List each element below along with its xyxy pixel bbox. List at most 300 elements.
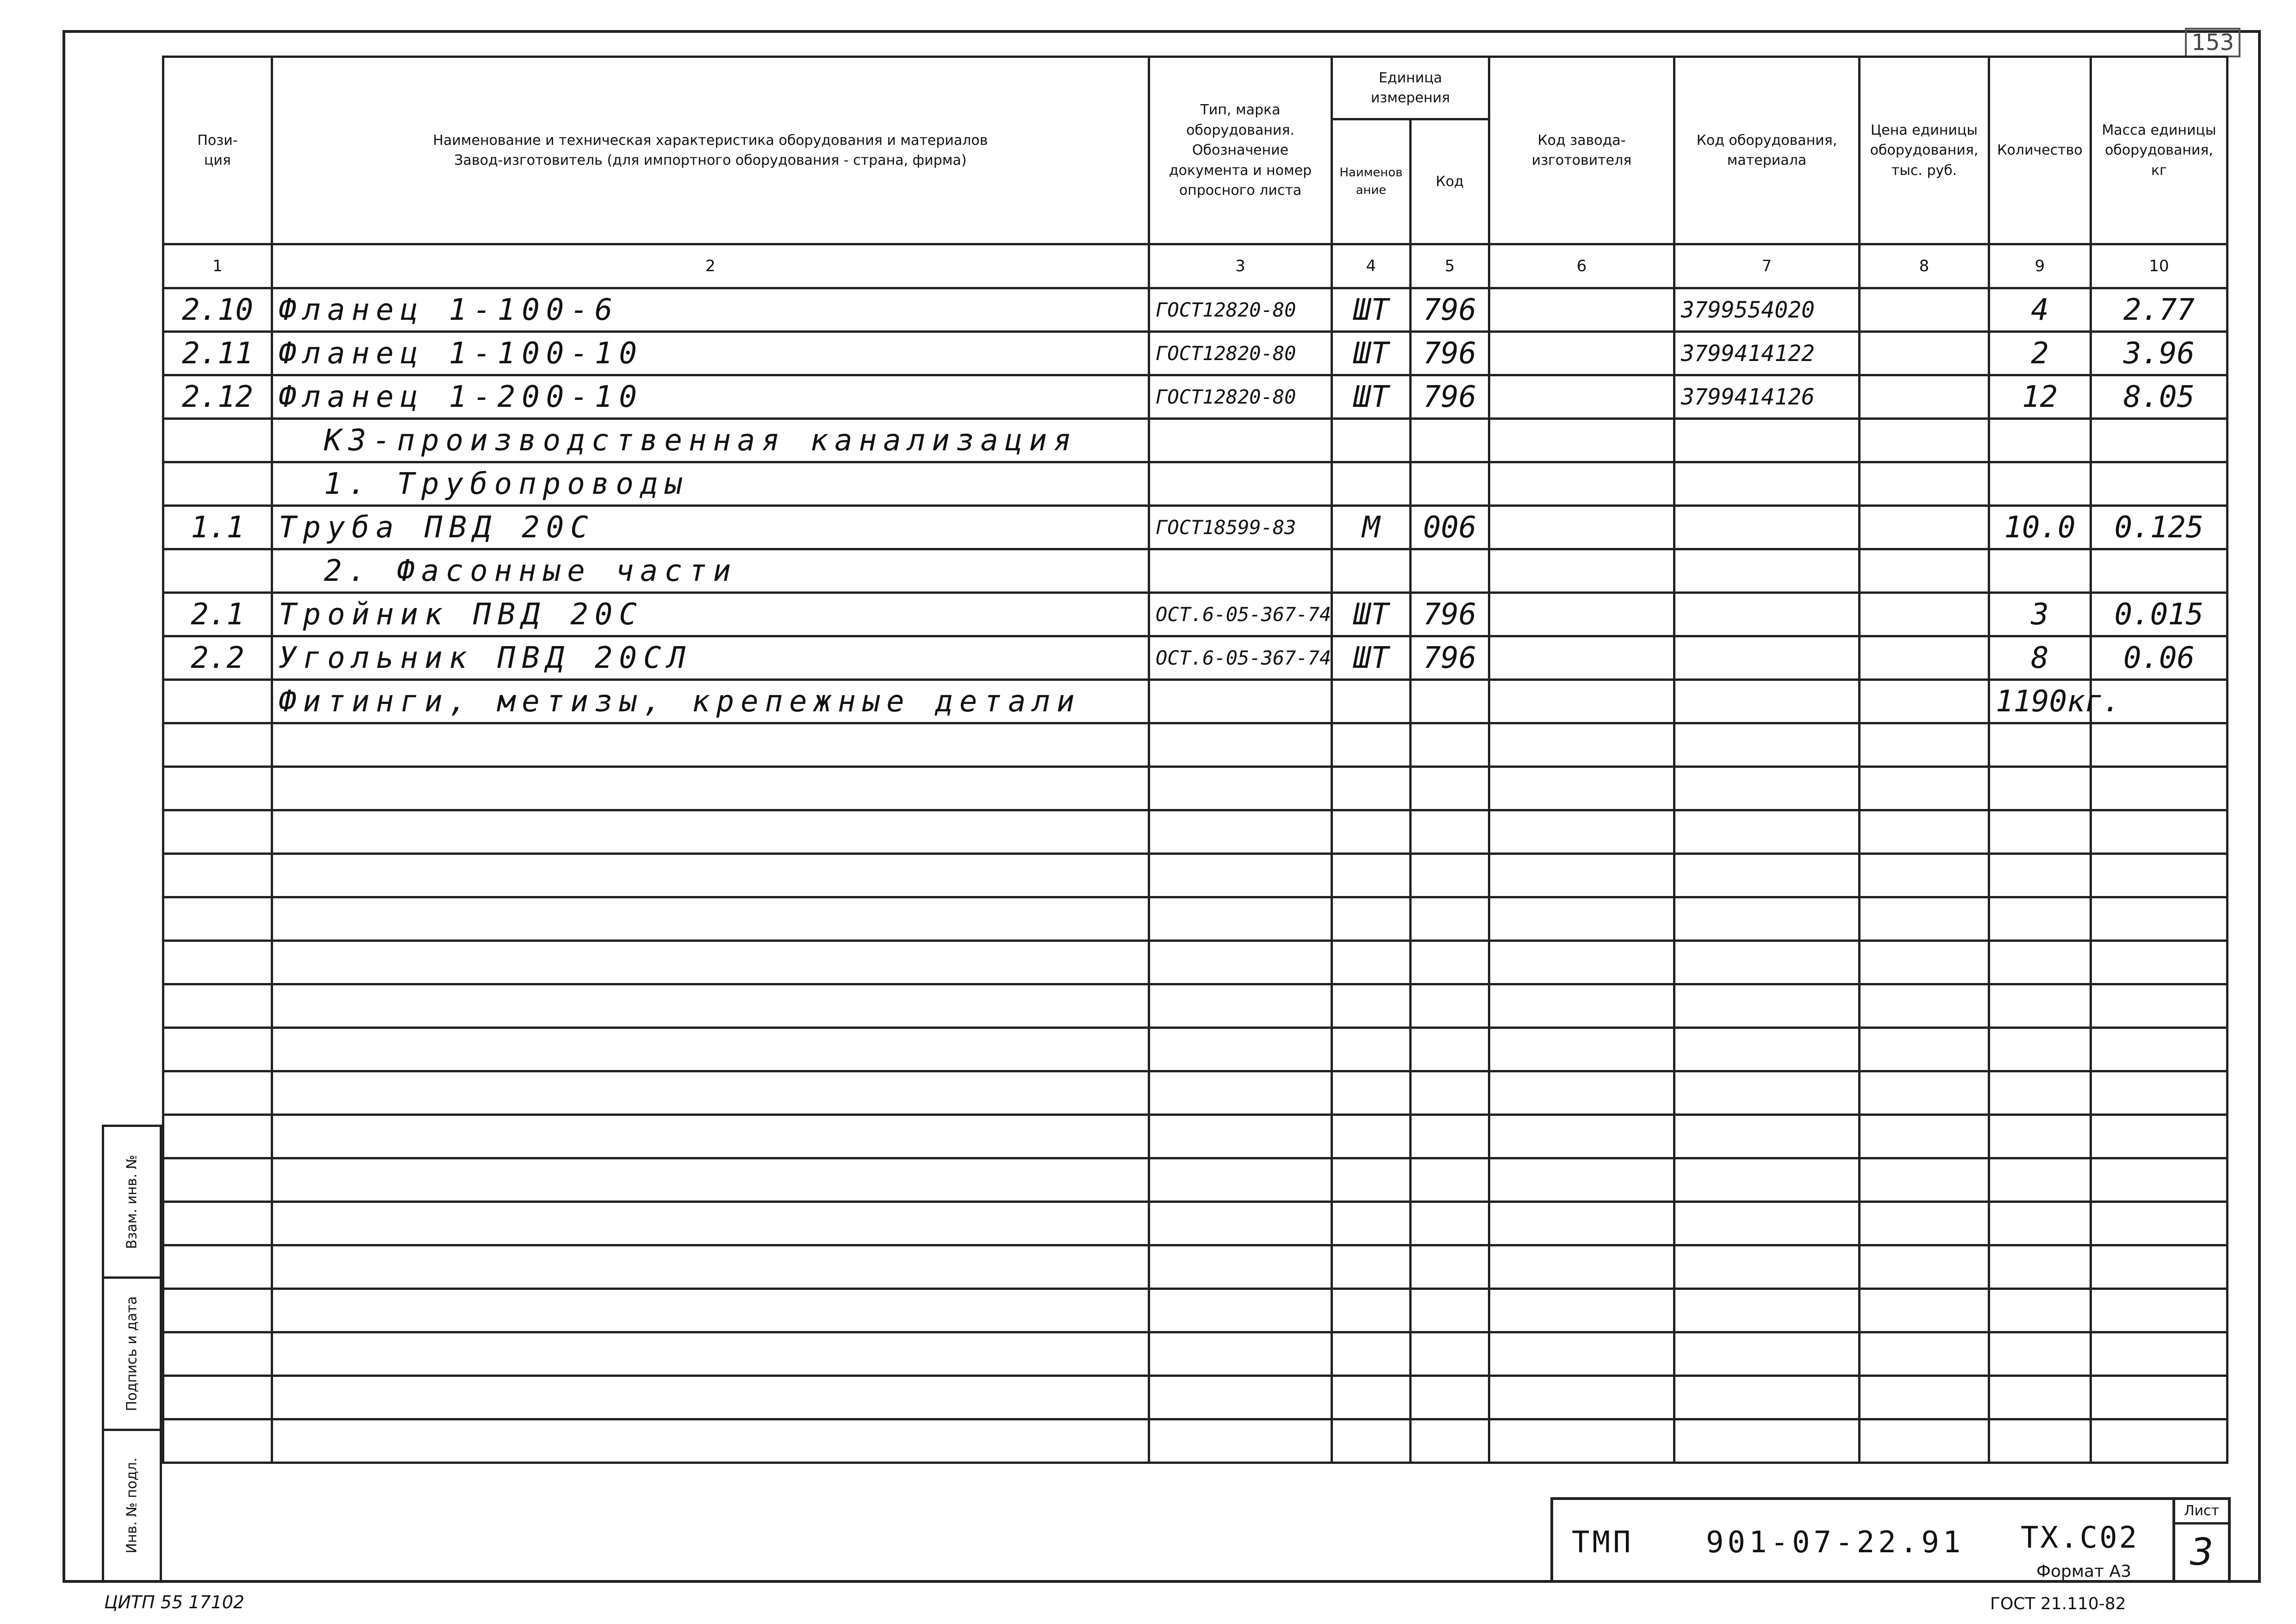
cell-maker — [1489, 1028, 1674, 1071]
cell-code — [1411, 1419, 1489, 1463]
cell-price — [1860, 1115, 1989, 1158]
cell-price — [1860, 1419, 1989, 1463]
cell-equip — [1674, 1028, 1860, 1071]
cell-mass — [2091, 1289, 2228, 1332]
cell-maker — [1489, 636, 1674, 680]
cell-qty: 1190кг. — [1989, 680, 2091, 723]
cell-price — [1860, 1202, 1989, 1245]
column-number: 3 — [1149, 244, 1332, 288]
table-row — [163, 549, 2228, 593]
cell-name: Фланец 1-100-6 — [272, 288, 1149, 332]
cell-name — [272, 1202, 1149, 1245]
cell-qty: 3 — [1989, 593, 2091, 636]
cell-equip — [1674, 810, 1860, 854]
footer-gost: ГОСТ 21.110-82 — [1990, 1594, 2126, 1613]
cell-equip — [1674, 1158, 1860, 1202]
cell-type — [1149, 1245, 1332, 1289]
cell-unit — [1332, 1071, 1411, 1115]
cell-name: Угольник ПВД 20СЛ — [272, 636, 1149, 680]
cell-type — [1149, 1028, 1332, 1071]
title-code: ТМП — [1572, 1525, 1634, 1560]
cell-mass — [2091, 462, 2228, 506]
cell-type — [1149, 1289, 1332, 1332]
cell-price — [1860, 854, 1989, 897]
cell-qty — [1989, 897, 2091, 941]
cell-type — [1149, 810, 1332, 854]
cell-mass — [2091, 854, 2228, 897]
cell-mass: 0.06 — [2091, 636, 2228, 680]
cell-unit — [1332, 1028, 1411, 1071]
cell-mass — [2091, 1115, 2228, 1158]
cell-mass — [2091, 767, 2228, 810]
cell-equip — [1674, 462, 1860, 506]
column-number: 5 — [1411, 244, 1489, 288]
cell-pos: 2.10 — [163, 288, 272, 332]
header-unit-name: Наименование — [1332, 119, 1411, 244]
cell-pos — [163, 941, 272, 984]
cell-code — [1411, 1289, 1489, 1332]
cell-name — [272, 1028, 1149, 1071]
cell-equip — [1674, 897, 1860, 941]
cell-code — [1411, 897, 1489, 941]
cell-type — [1149, 1071, 1332, 1115]
cell-name — [272, 897, 1149, 941]
cell-unit — [1332, 549, 1411, 593]
specification-table — [162, 56, 2228, 1464]
cell-code: 796 — [1411, 332, 1489, 375]
cell-maker — [1489, 462, 1674, 506]
cell-maker — [1489, 767, 1674, 810]
cell-maker — [1489, 375, 1674, 419]
header-type: Тип, марка оборудования. Обозначение документа и номер опросного листа — [1149, 57, 1332, 244]
cell-code: 006 — [1411, 506, 1489, 549]
cell-type — [1149, 680, 1332, 723]
cell-price — [1860, 1071, 1989, 1115]
table-row — [163, 419, 2228, 462]
cell-equip — [1674, 506, 1860, 549]
cell-name — [272, 1245, 1149, 1289]
title-sheet-code: ТХ.С02 — [2021, 1521, 2139, 1555]
cell-mass: 0.015 — [2091, 593, 2228, 636]
title-document-number: 901-07-22.91 — [1706, 1525, 1965, 1560]
cell-pos — [163, 1245, 272, 1289]
cell-price — [1860, 1158, 1989, 1202]
header-position: Пози- ция — [163, 57, 272, 244]
cell-code — [1411, 854, 1489, 897]
cell-unit — [1332, 854, 1411, 897]
cell-unit — [1332, 462, 1411, 506]
cell-type: ГОСТ12820-80 — [1149, 288, 1332, 332]
cell-pos — [163, 419, 272, 462]
cell-name: Труба ПВД 20С — [272, 506, 1149, 549]
cell-type — [1149, 984, 1332, 1028]
cell-mass — [2091, 1071, 2228, 1115]
cell-unit — [1332, 1419, 1411, 1463]
cell-pos: 2.12 — [163, 375, 272, 419]
empty-row — [163, 1289, 2228, 1332]
side-label-text: Взам. инв. № — [124, 1154, 140, 1249]
cell-qty: 8 — [1989, 636, 2091, 680]
cell-code — [1411, 1245, 1489, 1289]
empty-row — [163, 897, 2228, 941]
cell-qty — [1989, 1376, 2091, 1419]
cell-price — [1860, 984, 1989, 1028]
cell-qty — [1989, 419, 2091, 462]
cell-qty — [1989, 1028, 2091, 1071]
cell-mass — [2091, 897, 2228, 941]
cell-qty: 12 — [1989, 375, 2091, 419]
cell-equip — [1674, 549, 1860, 593]
cell-unit — [1332, 897, 1411, 941]
cell-code — [1411, 723, 1489, 767]
empty-row — [163, 1071, 2228, 1115]
cell-unit — [1332, 1158, 1411, 1202]
cell-equip — [1674, 1419, 1860, 1463]
cell-mass — [2091, 1419, 2228, 1463]
cell-qty: 10.0 — [1989, 506, 2091, 549]
cell-unit — [1332, 680, 1411, 723]
empty-row — [163, 1376, 2228, 1419]
cell-qty — [1989, 810, 2091, 854]
cell-unit: ШТ — [1332, 332, 1411, 375]
empty-row — [163, 984, 2228, 1028]
cell-maker — [1489, 549, 1674, 593]
cell-price — [1860, 1376, 1989, 1419]
cell-name — [272, 1115, 1149, 1158]
cell-type — [1149, 1158, 1332, 1202]
side-stamp-strip — [102, 1125, 162, 1583]
cell-qty — [1989, 1419, 2091, 1463]
cell-price — [1860, 1245, 1989, 1289]
cell-equip — [1674, 854, 1860, 897]
cell-mass: 0.125 — [2091, 506, 2228, 549]
cell-unit: ШТ — [1332, 375, 1411, 419]
table-body — [163, 288, 2228, 1463]
cell-maker — [1489, 1245, 1674, 1289]
cell-unit — [1332, 1289, 1411, 1332]
cell-name — [272, 1289, 1149, 1332]
cell-mass — [2091, 984, 2228, 1028]
cell-pos — [163, 549, 272, 593]
cell-equip — [1674, 1245, 1860, 1289]
table-row — [163, 506, 2228, 549]
header-equip-code: Код оборудования, материала — [1674, 57, 1860, 244]
cell-code — [1411, 549, 1489, 593]
cell-equip — [1674, 984, 1860, 1028]
cell-maker — [1489, 1289, 1674, 1332]
cell-pos — [163, 723, 272, 767]
cell-type: ГОСТ12820-80 — [1149, 332, 1332, 375]
cell-name — [272, 941, 1149, 984]
empty-row — [163, 723, 2228, 767]
side-label-signature-date — [104, 1279, 160, 1431]
cell-code — [1411, 680, 1489, 723]
cell-unit — [1332, 984, 1411, 1028]
cell-maker — [1489, 984, 1674, 1028]
cell-type — [1149, 1202, 1332, 1245]
cell-maker — [1489, 1158, 1674, 1202]
empty-row — [163, 1028, 2228, 1071]
cell-pos — [163, 1289, 272, 1332]
cell-qty: 4 — [1989, 288, 2091, 332]
header-unit-code: Код — [1411, 119, 1489, 244]
cell-pos — [163, 1071, 272, 1115]
cell-equip — [1674, 1332, 1860, 1376]
cell-equip — [1674, 680, 1860, 723]
cell-maker — [1489, 941, 1674, 984]
cell-code: 796 — [1411, 593, 1489, 636]
cell-code — [1411, 984, 1489, 1028]
cell-type — [1149, 854, 1332, 897]
cell-name: Тройник ПВД 20С — [272, 593, 1149, 636]
cell-type: ГОСТ18599-83 — [1149, 506, 1332, 549]
cell-code: 796 — [1411, 375, 1489, 419]
cell-unit — [1332, 1332, 1411, 1376]
cell-qty — [1989, 767, 2091, 810]
cell-maker — [1489, 810, 1674, 854]
cell-qty: 2 — [1989, 332, 2091, 375]
cell-mass — [2091, 419, 2228, 462]
empty-row — [163, 941, 2228, 984]
cell-pos — [163, 1332, 272, 1376]
cell-mass — [2091, 1202, 2228, 1245]
cell-type — [1149, 1115, 1332, 1158]
cell-unit: ШТ — [1332, 636, 1411, 680]
cell-code — [1411, 1332, 1489, 1376]
cell-code — [1411, 1202, 1489, 1245]
cell-mass — [2091, 1028, 2228, 1071]
table-row — [163, 680, 2228, 723]
cell-price — [1860, 941, 1989, 984]
cell-equip: 3799414126 — [1674, 375, 1860, 419]
cell-qty — [1989, 1115, 2091, 1158]
cell-maker — [1489, 854, 1674, 897]
cell-price — [1860, 680, 1989, 723]
cell-pos — [163, 1376, 272, 1419]
cell-equip — [1674, 1289, 1860, 1332]
cell-equip — [1674, 1115, 1860, 1158]
cell-maker — [1489, 723, 1674, 767]
cell-type — [1149, 723, 1332, 767]
cell-maker — [1489, 506, 1674, 549]
cell-type — [1149, 1376, 1332, 1419]
column-number: 7 — [1674, 244, 1860, 288]
cell-pos — [163, 810, 272, 854]
cell-equip — [1674, 767, 1860, 810]
cell-qty — [1989, 984, 2091, 1028]
cell-type — [1149, 1419, 1332, 1463]
empty-row — [163, 1419, 2228, 1463]
cell-mass — [2091, 1158, 2228, 1202]
cell-qty — [1989, 1071, 2091, 1115]
cell-pos: 1.1 — [163, 506, 272, 549]
cell-maker — [1489, 680, 1674, 723]
cell-price — [1860, 462, 1989, 506]
header-mass: Масса единицы оборудования, кг — [2091, 57, 2228, 244]
cell-code — [1411, 1158, 1489, 1202]
column-number: 6 — [1489, 244, 1674, 288]
cell-name: 2. Фасонные части — [272, 549, 1149, 593]
cell-unit — [1332, 1245, 1411, 1289]
cell-type: ГОСТ12820-80 — [1149, 375, 1332, 419]
cell-qty — [1989, 1158, 2091, 1202]
footer-format: Формат А3 — [2036, 1562, 2132, 1581]
column-number: 9 — [1989, 244, 2091, 288]
cell-pos: 2.1 — [163, 593, 272, 636]
table-row — [163, 288, 2228, 332]
cell-price — [1860, 1289, 1989, 1332]
cell-unit: М — [1332, 506, 1411, 549]
cell-maker — [1489, 593, 1674, 636]
cell-code — [1411, 941, 1489, 984]
cell-type — [1149, 897, 1332, 941]
cell-name — [272, 1376, 1149, 1419]
cell-type: ОСТ.6-05-367-74 — [1149, 593, 1332, 636]
cell-unit: ШТ — [1332, 593, 1411, 636]
cell-unit — [1332, 941, 1411, 984]
cell-name — [272, 984, 1149, 1028]
cell-name — [272, 1332, 1149, 1376]
cell-qty — [1989, 1245, 2091, 1289]
cell-maker — [1489, 1376, 1674, 1419]
cell-name — [272, 1419, 1149, 1463]
cell-type — [1149, 941, 1332, 984]
cell-code — [1411, 1115, 1489, 1158]
cell-pos — [163, 767, 272, 810]
cell-pos — [163, 1202, 272, 1245]
cell-pos — [163, 854, 272, 897]
cell-name — [272, 854, 1149, 897]
cell-mass — [2091, 810, 2228, 854]
cell-maker — [1489, 897, 1674, 941]
cell-mass — [2091, 723, 2228, 767]
cell-equip — [1674, 941, 1860, 984]
cell-unit — [1332, 767, 1411, 810]
cell-price — [1860, 636, 1989, 680]
cell-code — [1411, 1376, 1489, 1419]
cell-pos — [163, 984, 272, 1028]
cell-pos — [163, 462, 272, 506]
cell-code: 796 — [1411, 288, 1489, 332]
empty-row — [163, 1202, 2228, 1245]
side-label-text: Инв. № подл. — [124, 1457, 140, 1554]
cell-equip — [1674, 593, 1860, 636]
cell-mass — [2091, 1332, 2228, 1376]
cell-price — [1860, 506, 1989, 549]
cell-price — [1860, 375, 1989, 419]
table-row — [163, 462, 2228, 506]
sheet-number: 3 — [2190, 1531, 2214, 1574]
cell-unit — [1332, 1376, 1411, 1419]
cell-code — [1411, 462, 1489, 506]
cell-price — [1860, 419, 1989, 462]
cell-type — [1149, 1332, 1332, 1376]
footer-left-stamp: ЦИТП 55 17102 — [104, 1592, 245, 1612]
cell-price — [1860, 897, 1989, 941]
cell-name — [272, 1158, 1149, 1202]
empty-row — [163, 854, 2228, 897]
empty-row — [163, 810, 2228, 854]
cell-maker — [1489, 332, 1674, 375]
empty-row — [163, 1245, 2228, 1289]
table-row — [163, 636, 2228, 680]
cell-maker — [1489, 419, 1674, 462]
cell-name: Фланец 1-100-10 — [272, 332, 1149, 375]
empty-row — [163, 1115, 2228, 1158]
cell-name — [272, 723, 1149, 767]
cell-name — [272, 767, 1149, 810]
cell-unit — [1332, 723, 1411, 767]
column-number: 4 — [1332, 244, 1411, 288]
cell-name: Фланец 1-200-10 — [272, 375, 1149, 419]
cell-code — [1411, 1071, 1489, 1115]
column-number: 10 — [2091, 244, 2228, 288]
cell-type — [1149, 462, 1332, 506]
side-label-original-inv — [104, 1431, 160, 1580]
cell-mass — [2091, 1245, 2228, 1289]
cell-equip: 3799414122 — [1674, 332, 1860, 375]
cell-pos — [163, 1028, 272, 1071]
cell-price — [1860, 288, 1989, 332]
empty-row — [163, 1158, 2228, 1202]
header-unit-group: Единица измерения — [1332, 57, 1489, 119]
side-label-replace-inv — [104, 1127, 160, 1279]
cell-unit: ШТ — [1332, 288, 1411, 332]
cell-maker — [1489, 1071, 1674, 1115]
cell-pos: 2.11 — [163, 332, 272, 375]
cell-mass: 2.77 — [2091, 288, 2228, 332]
cell-code — [1411, 767, 1489, 810]
cell-pos — [163, 897, 272, 941]
cell-pos — [163, 680, 272, 723]
cell-price — [1860, 1332, 1989, 1376]
cell-equip — [1674, 419, 1860, 462]
cell-qty — [1989, 549, 2091, 593]
side-label-text: Подпись и дата — [124, 1296, 140, 1412]
table-row — [163, 375, 2228, 419]
cell-pos — [163, 1419, 272, 1463]
cell-mass — [2091, 941, 2228, 984]
column-number: 1 — [163, 244, 272, 288]
cell-equip — [1674, 636, 1860, 680]
column-number: 2 — [272, 244, 1149, 288]
cell-qty — [1989, 462, 2091, 506]
table-row — [163, 593, 2228, 636]
cell-maker — [1489, 1115, 1674, 1158]
cell-qty — [1989, 1202, 2091, 1245]
header-maker-code: Код завода-изготовителя — [1489, 57, 1674, 244]
column-number-row — [163, 244, 2228, 288]
header-name: Наименование и техническая характеристика оборудования и материалов Завод-изготовитель (для импортного оборудования - страна, фирма) — [272, 57, 1149, 244]
cell-equip — [1674, 1376, 1860, 1419]
cell-price — [1860, 767, 1989, 810]
cell-qty — [1989, 1332, 2091, 1376]
cell-pos: 2.2 — [163, 636, 272, 680]
cell-code — [1411, 1028, 1489, 1071]
cell-unit — [1332, 1115, 1411, 1158]
cell-maker — [1489, 1202, 1674, 1245]
cell-unit — [1332, 810, 1411, 854]
header-price: Цена единицы оборудования, тыс. руб. — [1860, 57, 1989, 244]
sheet-number-box — [2172, 1500, 2228, 1583]
cell-name: К3-производственная канализация — [272, 419, 1149, 462]
cell-mass: 8.05 — [2091, 375, 2228, 419]
cell-unit — [1332, 1202, 1411, 1245]
cell-maker — [1489, 1332, 1674, 1376]
cell-type — [1149, 549, 1332, 593]
cell-mass — [2091, 549, 2228, 593]
empty-row — [163, 767, 2228, 810]
